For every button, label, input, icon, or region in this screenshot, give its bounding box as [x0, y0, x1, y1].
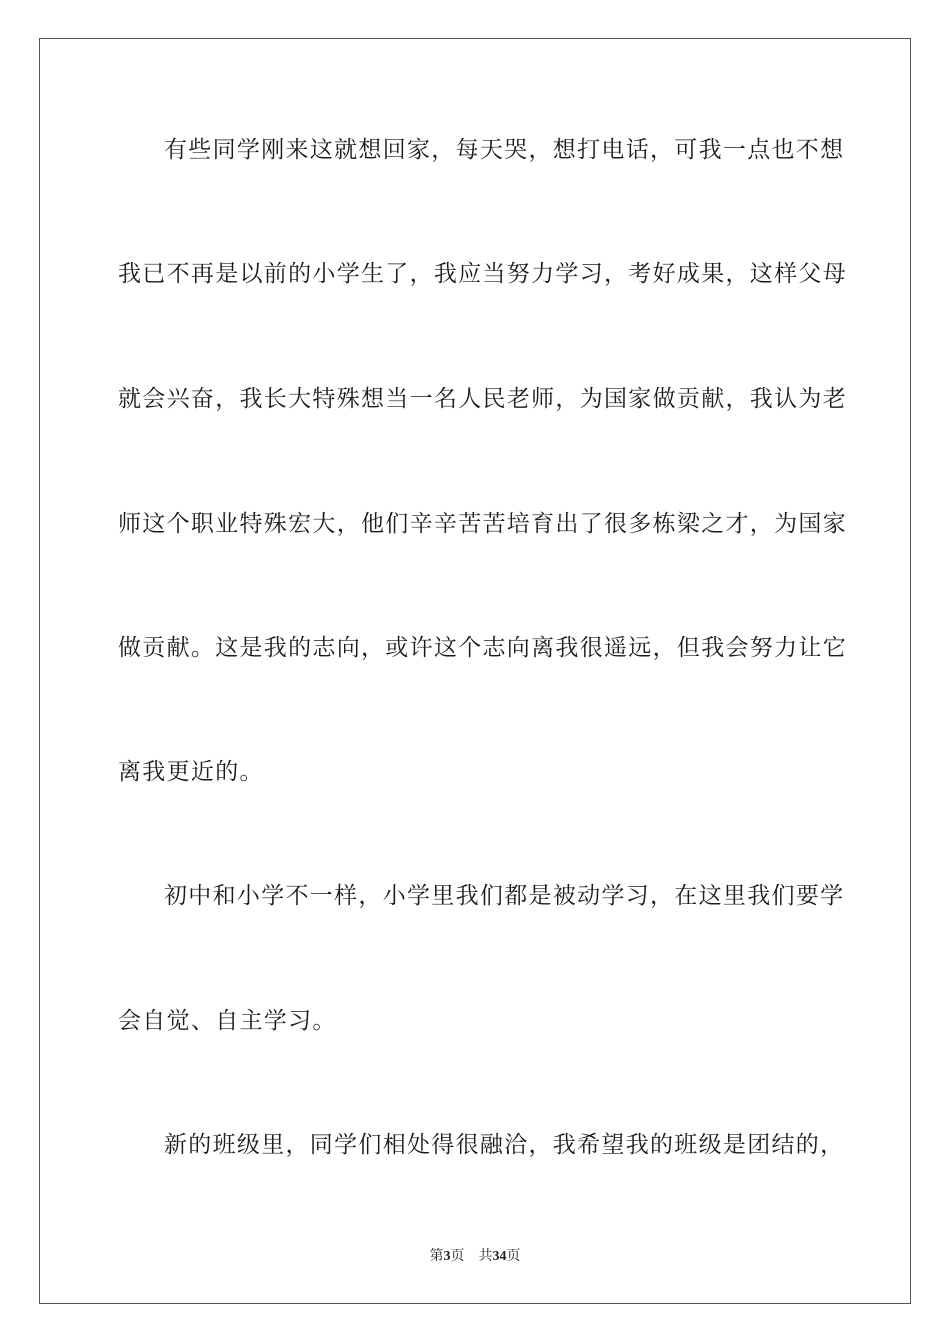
text-line-9: 新的班级里，同学们相处得很融洽，我希望我的班级是团结的， [164, 1132, 845, 1158]
text-line-3: 就会兴奋，我长大特殊想当一名人民老师，为国家做贡献，我认为老 [118, 386, 847, 412]
text-line-8: 会自觉、自主学习。 [118, 1008, 337, 1034]
footer-total-prefix: 共 [478, 1248, 493, 1264]
footer-page-prefix: 第 [429, 1248, 444, 1264]
text-line-5: 做贡献。这是我的志向，或许这个志向离我很遥远，但我会努力让它 [118, 635, 847, 661]
footer-current-page: 3 [443, 1249, 451, 1264]
text-line-1: 有些同学刚来这就想回家，每天哭，想打电话，可我一点也不想 [164, 137, 845, 163]
page-border [39, 38, 911, 1304]
footer-page-suffix: 页 [450, 1248, 465, 1264]
footer-total-suffix: 页 [506, 1248, 521, 1264]
text-line-7: 初中和小学不一样，小学里我们都是被动学习，在这里我们要学 [164, 883, 845, 909]
text-line-2: 我已不再是以前的小学生了，我应当努力学习，考好成果，这样父母 [118, 261, 847, 287]
text-line-6: 离我更近的。 [118, 759, 264, 785]
text-line-4: 师这个职业特殊宏大，他们辛辛苦苦培育出了很多栋梁之才，为国家 [118, 511, 847, 537]
page-footer [0, 1247, 950, 1266]
footer-total-pages: 34 [492, 1249, 507, 1264]
